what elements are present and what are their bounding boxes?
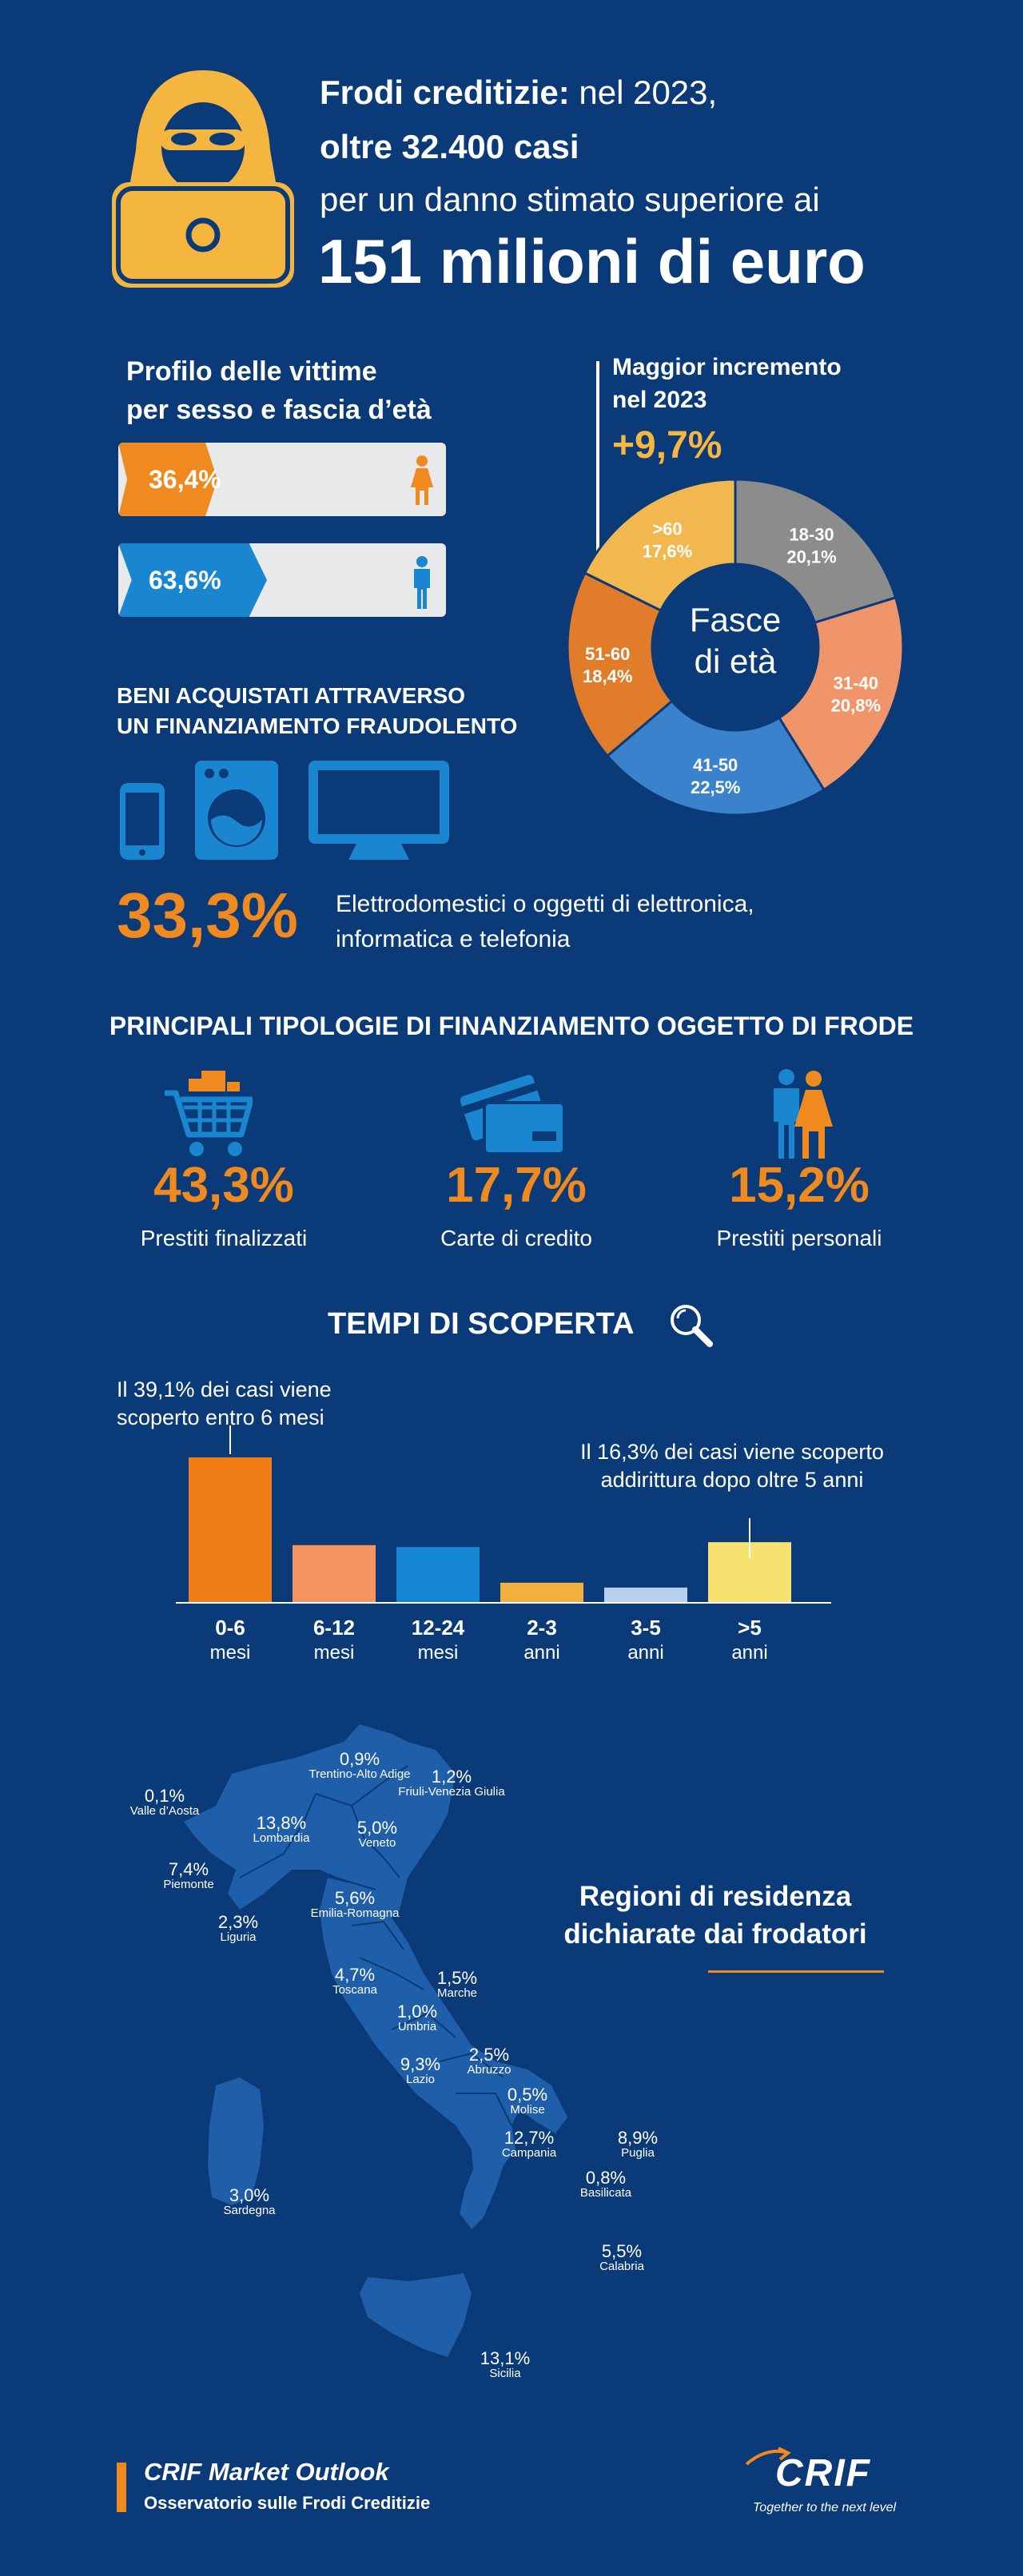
region-name: Trentino-Alto Adige <box>308 1767 411 1782</box>
region-label <box>299 1889 411 1920</box>
region-value: 2,3% <box>217 1912 259 1932</box>
donut-center-line-1: Fasce <box>689 601 782 638</box>
donut-center-line-2: di età <box>694 642 777 680</box>
region-name: Veneto <box>358 1836 396 1851</box>
region-name: Lazio <box>406 2073 435 2087</box>
region-label <box>361 2002 473 2033</box>
female-percent: 36,4% <box>149 465 221 494</box>
region-name: Marche <box>436 1986 478 2001</box>
region-value: 4,7% <box>334 1965 376 1985</box>
shopping-cart-icon <box>165 1071 253 1159</box>
region-label <box>550 2169 662 2200</box>
map-title-line-2: dichiarate dai frodatori <box>563 1918 867 1950</box>
bar-category-label: 0-6 <box>215 1616 245 1640</box>
bar-unit-label: anni <box>523 1642 560 1664</box>
bar-unit-label: mesi <box>417 1642 459 1664</box>
region-name: Emilia-Romagna <box>310 1906 400 1921</box>
male-percent: 63,6% <box>149 566 221 594</box>
region-name: Lombardia <box>253 1831 310 1846</box>
crif-logo-text: CRIF <box>775 2452 871 2495</box>
donut-value-label: 22,5% <box>690 777 741 798</box>
bar-category-label: 6-12 <box>312 1616 356 1640</box>
financing-label: Carte di credito <box>440 1226 592 1250</box>
washing-machine-icon <box>195 761 278 860</box>
header-line-3: per un danno stimato superiore ai <box>320 181 820 218</box>
donut-value-label: 20,1% <box>786 547 837 567</box>
region-label <box>321 1819 433 1850</box>
footer-accent-bar <box>117 2463 126 2512</box>
region-value: 9,3% <box>400 2054 441 2074</box>
male-bar <box>118 543 446 617</box>
bar-unit-label: mesi <box>209 1642 251 1664</box>
discovery-note-left-line-1: Il 39,1% dei casi viene <box>117 1377 332 1401</box>
goods-description-line-2: informatica e telefonia <box>336 925 571 952</box>
region-value: 0,1% <box>144 1786 185 1806</box>
region-name: Campania <box>501 2146 557 2161</box>
region-value: 12,7% <box>504 2128 555 2148</box>
region-label <box>133 1860 245 1891</box>
discovery-title: TEMPI DI SCOPERTA <box>328 1307 635 1341</box>
region-value: 1,0% <box>396 2002 438 2021</box>
increment-value: +9,7% <box>612 424 722 467</box>
increment-label-line-2: nel 2023 <box>612 386 707 413</box>
profile-title-line-2: per sesso e fascia d’età <box>126 394 432 425</box>
region-name: Molise <box>510 2103 545 2117</box>
region-label <box>433 2045 545 2077</box>
region-name: Friuli-Venezia Giulia <box>398 1785 505 1799</box>
region-value: 13,8% <box>256 1813 307 1833</box>
donut-category-label: >60 <box>652 519 683 539</box>
map-title-underline <box>708 1970 884 1973</box>
age-donut-chart <box>559 471 911 823</box>
goods-percent: 33,3% <box>117 880 298 951</box>
goods-title <box>117 681 517 741</box>
region-value: 0,9% <box>339 1749 380 1769</box>
goods-title-line-1: BENI ACQUISTATI ATTRAVERSO <box>117 683 466 708</box>
region-name: Sardegna <box>223 2204 276 2218</box>
map-title <box>543 1878 887 1954</box>
region-name: Toscana <box>332 1983 377 1998</box>
region-name: Basilicata <box>579 2186 632 2200</box>
financing-label: Prestiti personali <box>716 1226 882 1250</box>
bar-0-6 <box>189 1457 272 1603</box>
discovery-note-right-line-1: Il 16,3% dei casi viene scoperto <box>580 1440 884 1464</box>
region-label <box>449 2349 561 2380</box>
region-label <box>472 2085 583 2117</box>
header-line-1: Frodi creditizie: nel 2023, <box>320 74 718 111</box>
credit-card-icon <box>460 1074 564 1157</box>
region-value: 0,5% <box>507 2085 548 2105</box>
region-value: 8,9% <box>617 2128 659 2148</box>
bar-3-5 <box>604 1588 687 1603</box>
financing-percent: 15,2% <box>729 1158 870 1213</box>
increment-label <box>612 352 842 416</box>
donut-value-label: 17,6% <box>642 541 693 562</box>
goods-description <box>336 887 754 956</box>
donut-value-label: 20,8% <box>830 695 882 716</box>
hacker-laptop-icon <box>112 70 294 288</box>
donut-category-label: 41-50 <box>693 755 738 776</box>
region-value: 2,5% <box>468 2045 510 2065</box>
bar-unit-label: anni <box>731 1642 768 1664</box>
header-headline: 151 milioni di euro <box>318 226 866 296</box>
region-value: 5,5% <box>601 2241 643 2261</box>
region-name: Abruzzo <box>467 2063 512 2077</box>
discovery-note-right-line-2: addirittura dopo oltre 5 anni <box>600 1468 864 1493</box>
region-name: Piemonte <box>163 1878 214 1892</box>
region-value: 1,5% <box>436 1968 478 1988</box>
profile-title <box>126 353 432 429</box>
region-value: 3,0% <box>229 2185 270 2205</box>
smartphone-icon <box>120 783 165 860</box>
financing-label: Prestiti finalizzati <box>140 1226 308 1250</box>
region-label <box>182 1913 294 1944</box>
region-value: 1,2% <box>431 1767 472 1787</box>
bar-12-24 <box>396 1547 480 1603</box>
bar-2-3 <box>500 1583 583 1603</box>
region-label <box>225 1814 337 1845</box>
region-name: Sicilia <box>489 2367 521 2381</box>
tv-icon <box>308 761 449 860</box>
people-icon <box>767 1069 834 1159</box>
region-name: Liguria <box>220 1930 257 1945</box>
financing-percent: 43,3% <box>153 1158 294 1213</box>
region-label <box>109 1787 221 1818</box>
profile-title-line-1: Profilo delle vittime <box>126 356 377 387</box>
region-label <box>582 2129 694 2160</box>
region-value: 5,0% <box>356 1818 398 1838</box>
donut-value-label: 18,4% <box>583 666 633 686</box>
donut-category-label: 31-40 <box>833 673 878 694</box>
financing-title: PRINCIPALI TIPOLOGIE DI FINANZIAMENTO OGGETTO DI FRODE <box>109 1012 914 1040</box>
footer-subtitle: Osservatorio sulle Frodi Creditizie <box>144 2493 431 2513</box>
bar-category-label: 2-3 <box>527 1616 557 1640</box>
header-line-2: oltre 32.400 casi <box>320 128 579 165</box>
female-bar <box>118 443 446 516</box>
man-icon <box>409 556 435 609</box>
region-name: Calabria <box>599 2260 644 2274</box>
bar-category-label: 12-24 <box>411 1616 465 1640</box>
magnifier-icon <box>668 1302 713 1347</box>
region-label <box>401 1969 513 2000</box>
financing-percent: 17,7% <box>446 1158 587 1213</box>
region-name: Valle d’Aosta <box>129 1804 200 1819</box>
region-label <box>193 2186 305 2217</box>
region-label <box>299 1966 411 1997</box>
discovery-note-left-line-2: scoperto entro 6 mesi <box>117 1405 324 1430</box>
bar-unit-label: mesi <box>313 1642 355 1664</box>
footer-title: CRIF Market Outlook <box>144 2458 389 2486</box>
region-label <box>566 2242 678 2273</box>
discovery-bar-chart <box>160 1414 863 1678</box>
map-title-line-1: Regioni di residenza <box>579 1881 852 1912</box>
region-label <box>473 2129 585 2160</box>
bar-unit-label: anni <box>627 1642 664 1664</box>
region-name: Puglia <box>621 2146 655 2161</box>
woman-icon <box>409 455 435 505</box>
goods-title-line-2: UN FINANZIAMENTO FRAUDOLENTO <box>117 713 518 738</box>
region-value: 5,6% <box>334 1888 376 1908</box>
donut-category-label: 51-60 <box>585 643 631 664</box>
bar-category-label: >5 <box>738 1616 762 1640</box>
bar-category-label: 3-5 <box>631 1616 661 1640</box>
donut-category-label: 18-30 <box>789 524 834 545</box>
goods-description-line-1: Elettrodomestici o oggetti di elettronica, <box>336 891 754 917</box>
crif-tagline: Together to the next level <box>753 2501 897 2514</box>
region-value: 0,8% <box>585 2168 627 2188</box>
crif-logo <box>743 2445 919 2525</box>
region-value: 13,1% <box>480 2348 531 2368</box>
region-name: Umbria <box>397 2020 437 2034</box>
region-label <box>396 1767 508 1799</box>
increment-label-line-1: Maggior incremento <box>612 354 842 380</box>
bar-6-12 <box>293 1545 376 1603</box>
region-value: 7,4% <box>168 1859 209 1879</box>
